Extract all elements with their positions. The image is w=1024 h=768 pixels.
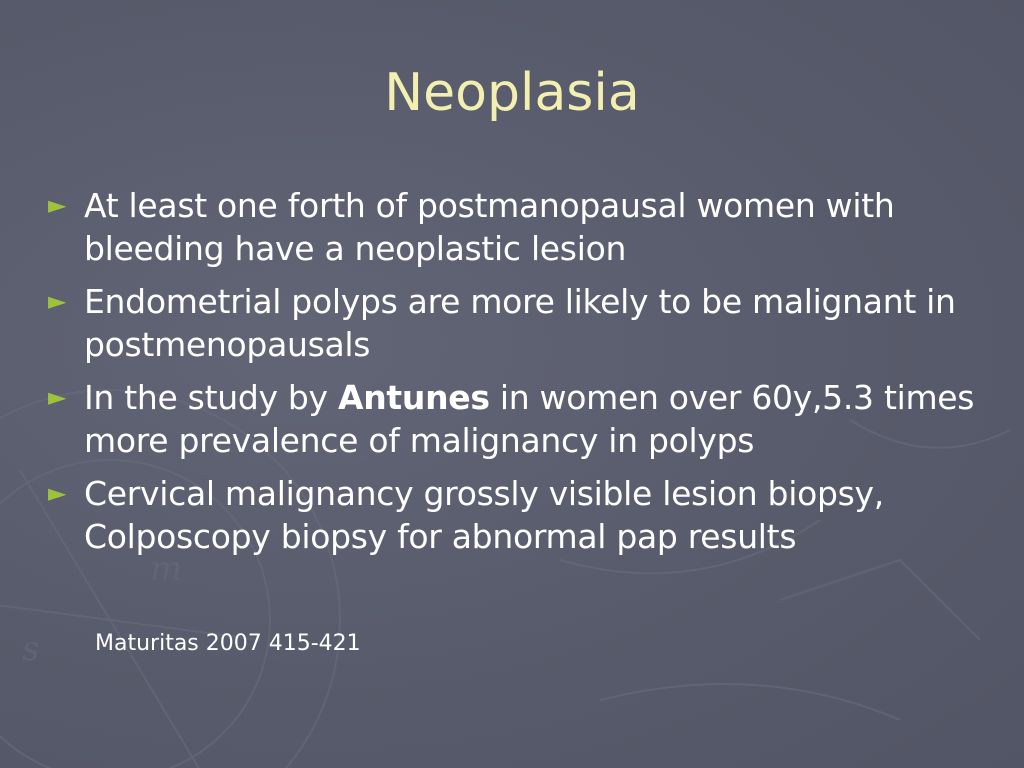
bullet-item bbox=[48, 280, 998, 366]
bullet-emphasis: Antunes bbox=[337, 378, 490, 417]
bullet-item bbox=[48, 376, 998, 462]
citation: Maturitas 2007 415-421 bbox=[95, 631, 361, 656]
bullet-list bbox=[48, 184, 998, 568]
svg-text:m: m bbox=[150, 549, 183, 589]
bullet-arrow-icon: ► bbox=[48, 383, 67, 411]
bullet-arrow-icon: ► bbox=[48, 191, 67, 219]
bullet-item bbox=[48, 184, 998, 270]
bullet-text-before: In the study by bbox=[84, 378, 338, 417]
bullet-arrow-icon: ► bbox=[48, 479, 67, 507]
bullet-item bbox=[48, 472, 998, 558]
bullet-text-after: in women over 60y,5.3 times more prevalence of malignancy in polyps bbox=[84, 378, 975, 460]
svg-text:s: s bbox=[22, 629, 40, 669]
bullet-arrow-icon: ► bbox=[48, 287, 67, 315]
bullet-text: Cervical malignancy grossly visible lesion biopsy, Colposcopy biopsy for abnormal pap results bbox=[84, 474, 884, 556]
bullet-text: Endometrial polyps are more likely to be malignant in postmenopausals bbox=[84, 282, 956, 364]
slide-title: Neoplasia bbox=[384, 63, 640, 123]
bullet-text: At least one forth of postmanopausal women with bleeding have a neoplastic lesion bbox=[84, 186, 895, 268]
